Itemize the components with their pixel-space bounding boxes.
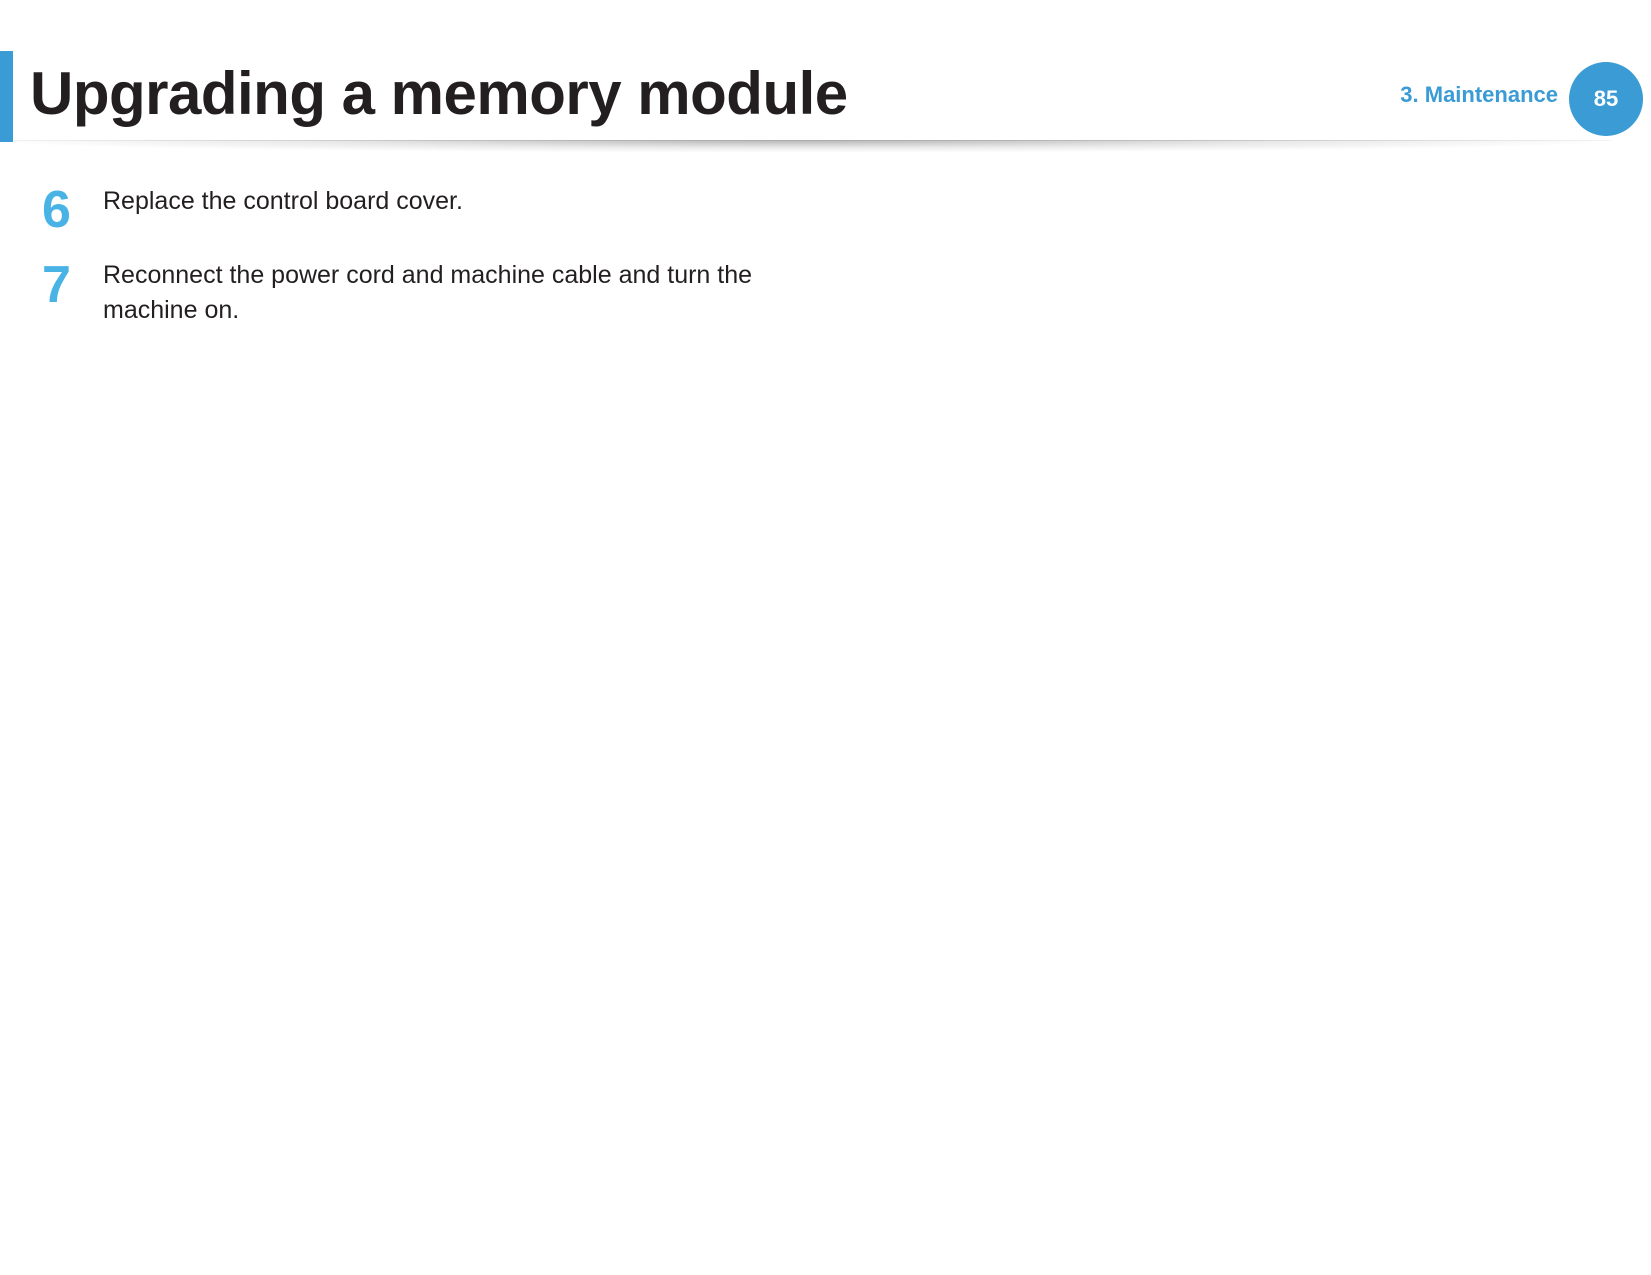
step-number: 7 <box>42 256 71 314</box>
step-text: Reconnect the power cord and machine cable and turn the machine on. <box>103 261 753 324</box>
header-divider-line <box>14 140 1611 141</box>
page-title: Upgrading a memory module <box>30 60 848 127</box>
page-number-badge <box>1569 62 1643 136</box>
chapter-label: 3. Maintenance <box>1400 82 1558 107</box>
step-number: 6 <box>42 181 71 239</box>
header-shadow-divider <box>14 140 1591 152</box>
page-number: 85 <box>1593 86 1619 111</box>
header-accent-bar <box>0 51 13 142</box>
step-text: Replace the control board cover. <box>103 187 463 215</box>
